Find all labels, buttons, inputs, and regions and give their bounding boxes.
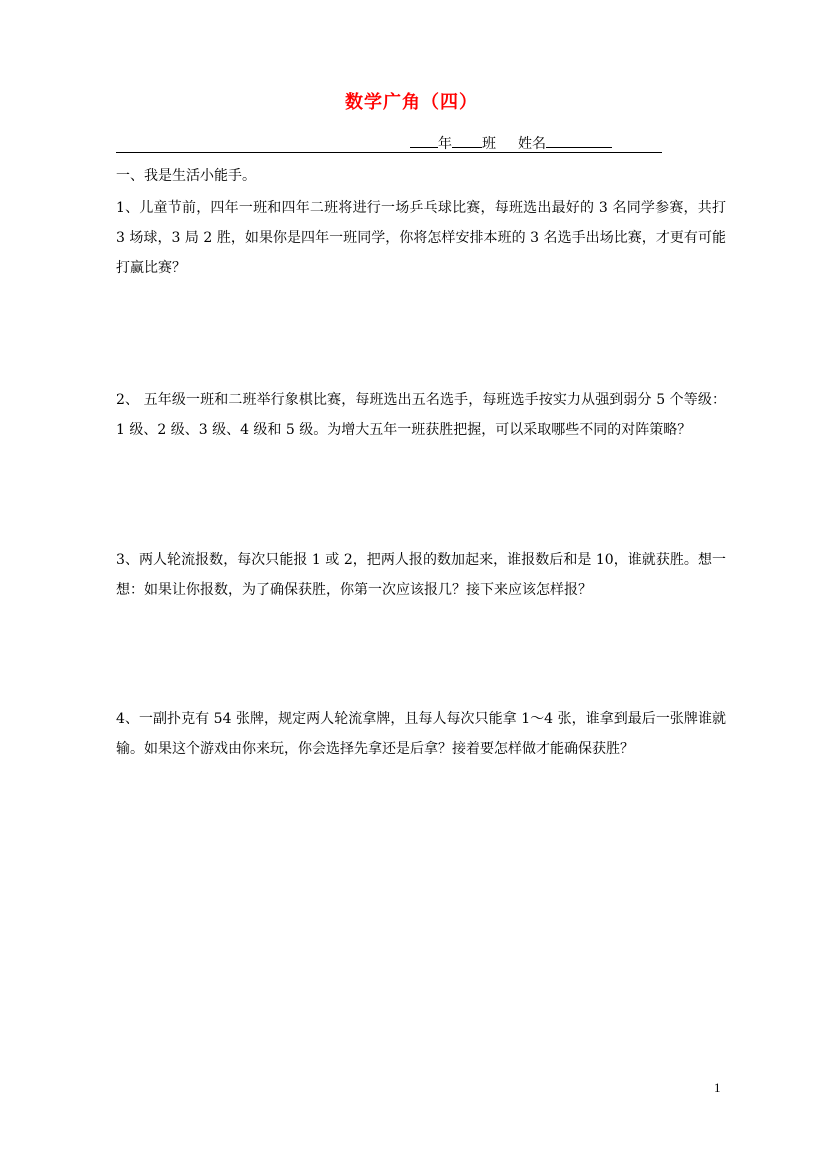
page-number: 1 [714, 1080, 721, 1095]
class-blank[interactable] [452, 133, 482, 148]
year-label: 年 [438, 136, 452, 152]
header-rule [116, 152, 662, 153]
name-blank[interactable] [546, 133, 612, 148]
question-4: 4、一副扑克有 54 张牌，规定两人轮流拿牌，且每人每次只能拿 1～4 张，谁拿到最后一张牌谁就输。如果这个游戏由你来玩，你会选择先拿还是后拿？接着要怎样做才能确保获胜？ [116, 711, 726, 757]
question-1: 1、儿童节前，四年一班和四年二班将进行一场乒乓球比赛，每班选出最好的 3 名同学参赛，共打 3 场球，3 局 2 胜，如果你是四年一班同学，你将怎样安排本班的 3 名选手出场比赛，才更有可能打赢比赛？ [116, 200, 726, 276]
question-3: 3、两人轮流报数，每次只能报 1 或 2，把两人报的数加起来，谁报数后和是 10，谁就获胜。想一想：如果让你报数，为了确保获胜，你第一次应该报几？接下来应该怎样报？ [116, 552, 726, 598]
section-heading: 一、我是生活小能手。 [116, 168, 256, 184]
class-label: 班 [482, 136, 496, 152]
worksheet-title: 数学广角（四） [345, 92, 478, 113]
question-2: 2、 五年级一班和二班举行象棋比赛，每班选出五名选手，每班选手按实力从强到弱分 5 个等级：1 级、2 级、3 级、4 级和 5 级。为增大五年一班获胜把握，可以采取哪些不同的对阵策略？ [116, 392, 726, 438]
name-label: 姓名 [518, 136, 546, 152]
student-info-row [410, 133, 612, 153]
year-blank[interactable] [410, 133, 438, 148]
